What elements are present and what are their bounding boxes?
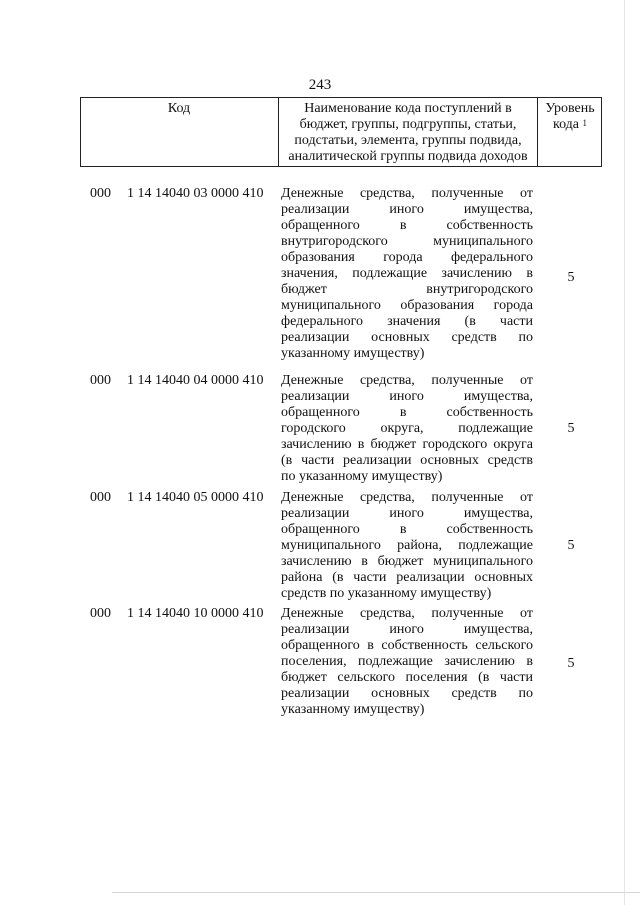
page-number: 243 [308,77,332,93]
row-name-line: обращенного в собственность [281,405,533,420]
row-name-line: реализации иного имущества, [281,622,533,637]
row-name-line: реализации иного имущества, [281,202,533,217]
row-name-line: реализации основных средств по [281,686,533,701]
header-name [279,101,537,169]
row-name-line: Денежные средства, полученные от [281,490,533,505]
row-name [281,490,533,602]
row-name-line: федерального значения (в части [281,314,533,329]
header-level [538,101,602,169]
row-name-line: муниципального района, подлежащие [281,538,533,553]
row-name-line: Денежные средства, полученные от [281,606,533,621]
row-name-line: реализации иного имущества, [281,506,533,521]
row-name-line: бюджет внутригородского [281,282,533,297]
row-name-line: городского округа, подлежащие [281,421,533,436]
row-name-line: зачислению в бюджет муниципального [281,554,533,569]
row-name-line: (в части реализации основных средств [281,453,533,468]
row-name-line: района (в части реализации основных [281,570,533,585]
row-name-line: Денежные средства, полученные от [281,373,533,388]
row-name-line: значения, подлежащие зачислению в [281,266,533,281]
scan-edge-line [624,0,625,905]
row-name-line: средств по указанному имуществу) [281,586,492,601]
row-name [281,606,533,718]
row-level: 5 [567,538,575,553]
row-level: 5 [567,270,575,285]
row-name-line: указанному имуществу) [281,346,425,361]
row-name-line: образования города федерального [281,250,533,265]
row-revenue-code: 1 14 14040 10 0000 410 [127,606,264,621]
row-revenue-code: 1 14 14040 05 0000 410 [127,490,264,505]
row-admin-code: 000 [90,490,111,505]
row-level: 5 [567,421,575,436]
row-name-line: обращенного в собственность [281,218,533,233]
header-name-line: подстатьи, элемента, группы подвида, [294,133,522,148]
row-name [281,373,533,485]
row-name-line: поселения, подлежащие зачислению в [281,654,533,669]
header-level-footnote: 1 [582,118,588,128]
row-name-line: муниципального образования города [281,298,533,313]
row-name-line: реализации иного имущества, [281,389,533,404]
row-admin-code: 000 [90,373,111,388]
row-admin-code: 000 [90,606,111,621]
header-name-line: Наименование кода поступлений в [304,101,512,116]
header-name-line: бюджет, группы, подгруппы, статьи, [299,117,517,132]
row-name-line: указанному имуществу) [281,702,425,717]
row-name-line: Денежные средства, полученные от [281,186,533,201]
row-name-line: зачислению в бюджет городского округа [281,437,533,452]
header-level-line: Уровень [545,101,595,116]
scan-bottom-line [112,892,640,893]
row-level: 5 [567,656,575,671]
row-name-line: обращенного в собственность [281,522,533,537]
header-name-line: аналитической группы подвида доходов [288,149,528,164]
row-name-line: внутригородского муниципального [281,234,533,249]
table-header [80,97,602,167]
row-admin-code: 000 [90,186,111,201]
row-name-line: реализации основных средств по [281,330,533,345]
header-level-line [538,117,602,133]
row-name-line: обращенного в собственность сельского [281,638,533,653]
row-revenue-code: 1 14 14040 03 0000 410 [127,186,264,201]
header-code: Код [167,101,191,116]
row-name-line: бюджет сельского поселения (в части [281,670,533,685]
header-level-text: кода [552,117,580,132]
row-name [281,186,533,362]
row-revenue-code: 1 14 14040 04 0000 410 [127,373,264,388]
row-name-line: по указанному имуществу) [281,469,443,484]
